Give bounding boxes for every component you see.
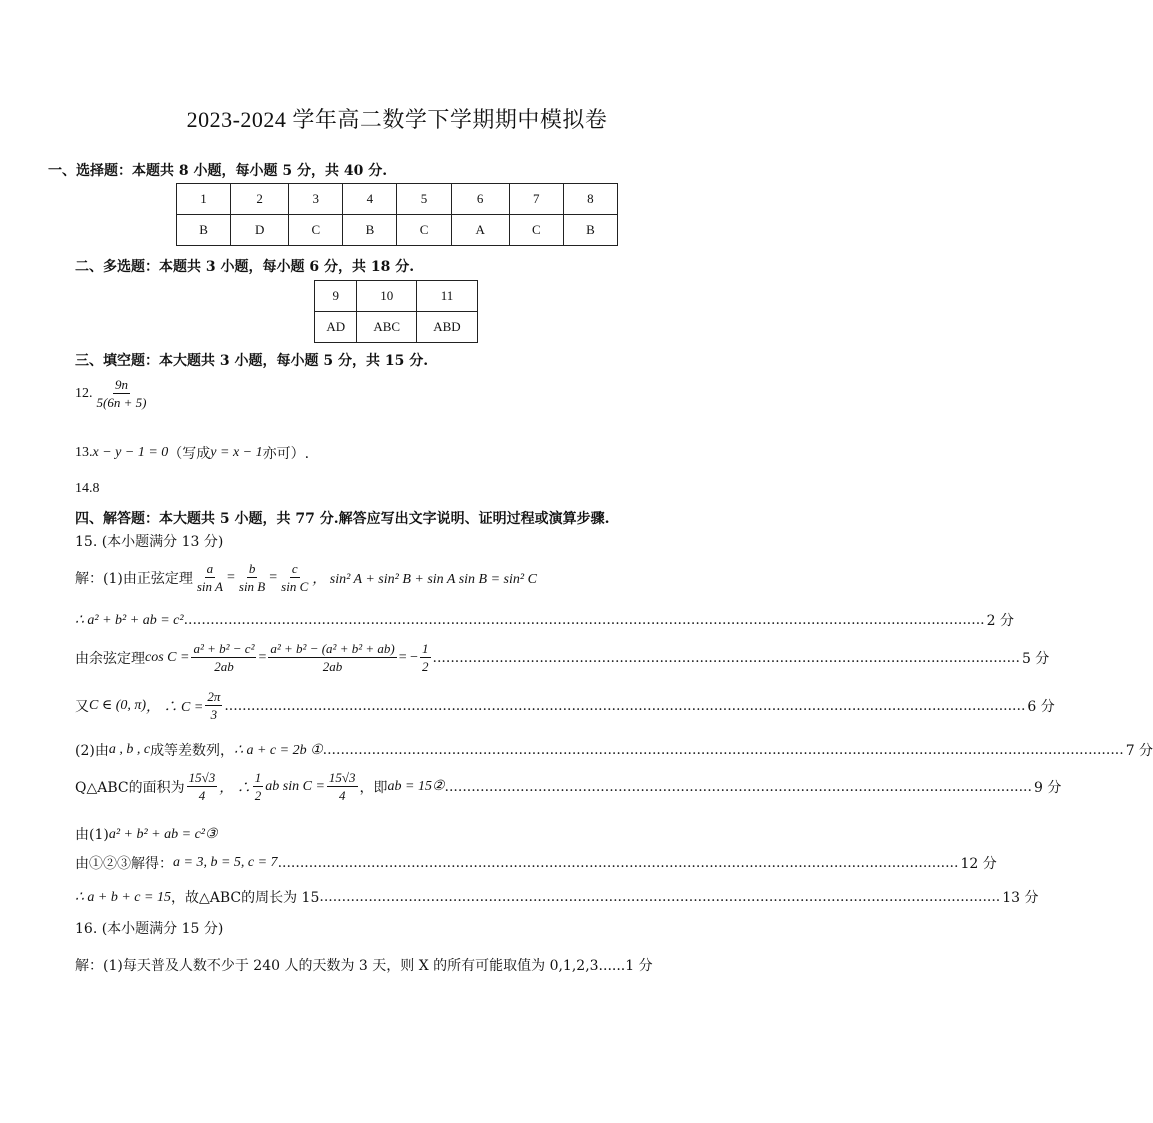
dot-leader: .................................................................................................................................................................................... (224, 697, 1026, 714)
answer-cell: C (509, 215, 563, 246)
choice-answer-table (176, 183, 618, 246)
q15-l1-frac3 (279, 562, 310, 593)
q15-l9-points: 13 分 (1002, 890, 1039, 906)
q15-l3-frac1 (191, 642, 256, 673)
multi-answer-table (314, 280, 478, 343)
question-number-cell: 2 (231, 184, 289, 215)
dot-leader: .................................................................................................................................... (444, 778, 1032, 795)
section4-heading: 四、解答题：本大题共 5 小题，共 77 分.解答应写出文字说明、证明过程或演算步骤. (75, 511, 610, 527)
q15-l6-math2: ab = 15② (387, 779, 445, 794)
q15-l4-pre: 又 (75, 698, 89, 715)
question-number-cell: 5 (397, 184, 451, 215)
q15-l2-points: 2 分 (986, 613, 1014, 629)
q15-l3-points: 5 分 (1021, 650, 1050, 667)
q15-l9-mid: ，故△ABC的周长为 15 (170, 890, 320, 906)
q13-label: 13. (75, 445, 93, 460)
q15-l4-frac (205, 690, 222, 721)
q15-l9-math: ∴ a + b + c = 15 (75, 889, 171, 905)
q15-l8-points: 12 分 (960, 856, 997, 872)
q12-denominator: 5(6n + 5) (96, 395, 147, 410)
q15-l3-pre: 由余弦定理 (75, 650, 145, 667)
answer-cell: ABC (357, 312, 417, 343)
frac-den: sin B (238, 579, 266, 594)
frac-num: b (248, 561, 256, 576)
frac-num: 1 (422, 641, 429, 656)
dot-leader: .................................................................................................................................................................................... (322, 742, 1124, 758)
q15-header: 15. (本小题满分 13 分) (75, 534, 224, 550)
q15-line5 (75, 740, 1153, 760)
dot-leader: .................................................................................................................................................................................... (183, 612, 985, 628)
answer-cell: ABD (416, 312, 477, 343)
q15-line7 (75, 824, 218, 844)
q15-l3-frac3 (420, 642, 431, 673)
frac-num: a² + b² − (a² + b² + ab) (270, 641, 395, 656)
frac-num: 15√3 (188, 770, 216, 785)
frac-den: 4 (198, 788, 206, 803)
frac-num: a (206, 561, 214, 576)
dot-leader: ......................................................................................................................................................... (277, 855, 959, 871)
q15-l3-eq: = − (398, 649, 419, 665)
frac-den: 2 (254, 788, 262, 803)
frac-num: a² + b² − c² (193, 641, 255, 656)
q15-l5-abc: a , b , c (108, 742, 151, 757)
answer-cell: B (177, 215, 231, 246)
q15-l1-pre: 解：(1)由正弦定理 (75, 570, 193, 587)
frac-den: 2 (422, 659, 429, 674)
q13-note-pre: （写成 (168, 446, 211, 462)
answer-14: 14.8 (75, 481, 100, 496)
q15-l6-frac3 (327, 771, 358, 802)
answer-cell: B (343, 215, 397, 246)
frac-num: 1 (254, 770, 262, 785)
q15-line8 (75, 853, 997, 873)
question-number-cell: 7 (509, 184, 563, 215)
q15-line1: 解：(1)由正弦定理 $\frac{a}{\text{sin A}}$ = $\frac{b}{\text{sin B}}$ = $\frac{c}{\text{sin C}}$ ， sin² A + sin² B + sin A sin B = sin² C (75, 561, 537, 594)
q15-l5-mid: 成等差数列， (150, 743, 235, 759)
question-number-cell: 9 (315, 281, 357, 312)
q12-numerator: 9n (114, 377, 128, 392)
q15-l7-math: a² + b² + ab = c²③ (108, 826, 218, 842)
q16-header: 16. (本小题满分 15 分) (75, 921, 224, 937)
q15-l6-points: 9 分 (1033, 779, 1062, 796)
question-number-cell: 6 (451, 184, 509, 215)
question-number-cell: 1 (177, 184, 231, 215)
q15-l1-post: ， sin² A + sin² B + sin A sin B = sin² C (312, 571, 537, 587)
frac-den: 2ab (322, 659, 343, 674)
answer-cell: B (563, 215, 617, 246)
q15-line4 (75, 689, 1055, 722)
question-number-cell: 11 (416, 281, 477, 312)
section1-heading: 一、选择题：本题共 8 小题，每小题 5 分，共 40 分. (48, 163, 388, 179)
q15-l8-pre: 由①②③解得： (75, 856, 173, 872)
q15-l1-frac2 (237, 562, 267, 593)
frac-den: 2ab (214, 659, 234, 674)
q12-label: 12. (75, 385, 93, 401)
q15-l4-math: C ∈ (0, π) (89, 698, 147, 713)
q15-l1-frac1 (195, 562, 225, 593)
q15-l6-frac2 (253, 771, 264, 802)
question-number-cell: 4 (343, 184, 397, 215)
q15-l5-pre: (2)由 (75, 743, 109, 759)
q15-line2 (75, 610, 1014, 630)
frac-den: 3 (210, 707, 218, 722)
document-title: 2023-2024 学年高二数学下学期期中模拟卷 (186, 107, 608, 132)
q15-line3: 由余弦定理 cos C = $\frac{\text{a² + b² − c²}}{2ab}$ = $\frac{\text{a² + b² − (a² + b² + ab)}}{2ab}$ = − $\frac{1}{2}$ .................................................................................................................................... 5 分 (75, 641, 1050, 674)
q13-note-post: 亦可）. (262, 446, 310, 462)
dot-leader: ......................................................................................................................................................... (319, 889, 1001, 905)
q15-l6-math: ab sin C = (265, 778, 325, 794)
q15-l3-cos: cos C = (145, 649, 190, 665)
q12-fraction (95, 378, 149, 409)
answer-cell: C (289, 215, 343, 246)
section3-heading: 三、填空题：本大题共 3 小题，每小题 5 分，共 15 分. (75, 353, 429, 369)
q13-note-equation: y = x − 1 (210, 445, 263, 460)
frac-num: 2π (207, 689, 221, 704)
frac-num: 15√3 (328, 770, 356, 785)
answer-cell: AD (315, 312, 357, 343)
dot-leader: .................................................................................................................................... (432, 649, 1020, 666)
q15-l4-mid: ， ∴ C = (146, 699, 204, 715)
q15-l2-math: ∴ a² + b² + ab = c² (75, 612, 184, 628)
q15-l4-points: 6 分 (1027, 698, 1055, 715)
frac-den: 4 (338, 788, 346, 803)
q15-l3-frac2 (268, 642, 396, 673)
frac-den: sin C (281, 579, 309, 594)
q15-l5-points: 7 分 (1125, 743, 1153, 759)
frac-den: sin A (196, 579, 223, 594)
q15-l5-math: ∴ a + c = 2b ① (234, 742, 323, 758)
q15-l6-frac1 (187, 771, 218, 802)
answer-13 (75, 443, 309, 463)
question-number-cell: 10 (357, 281, 417, 312)
frac-num: c (291, 561, 298, 576)
q15-l6-post: ，即 (359, 779, 388, 796)
q13-equation: x − y − 1 = 0 (92, 445, 169, 460)
q16-line1: 解：(1)每天普及人数不少于 240 人的天数为 3 天，则 X 的所有可能取值为 0,1,2,3......1 分 (75, 958, 653, 974)
q15-l8-math: a = 3, b = 5, c = 7 (173, 855, 278, 870)
q15-l7-pre: 由(1) (75, 827, 109, 843)
q15-l6-mid: ， ∴ (219, 780, 251, 796)
answer-cell: C (397, 215, 451, 246)
section2-heading: 二、多选题：本题共 3 小题，每小题 6 分，共 18 分. (75, 259, 415, 275)
answer-cell: D (231, 215, 289, 246)
q15-line9 (75, 887, 1039, 907)
answer-cell: A (451, 215, 509, 246)
q15-l6-pre: Q△ABC的面积为 (75, 779, 185, 796)
q15-line6 (75, 770, 1062, 803)
question-number-cell: 3 (289, 184, 343, 215)
question-number-cell: 8 (563, 184, 617, 215)
answer-12 (75, 378, 150, 409)
